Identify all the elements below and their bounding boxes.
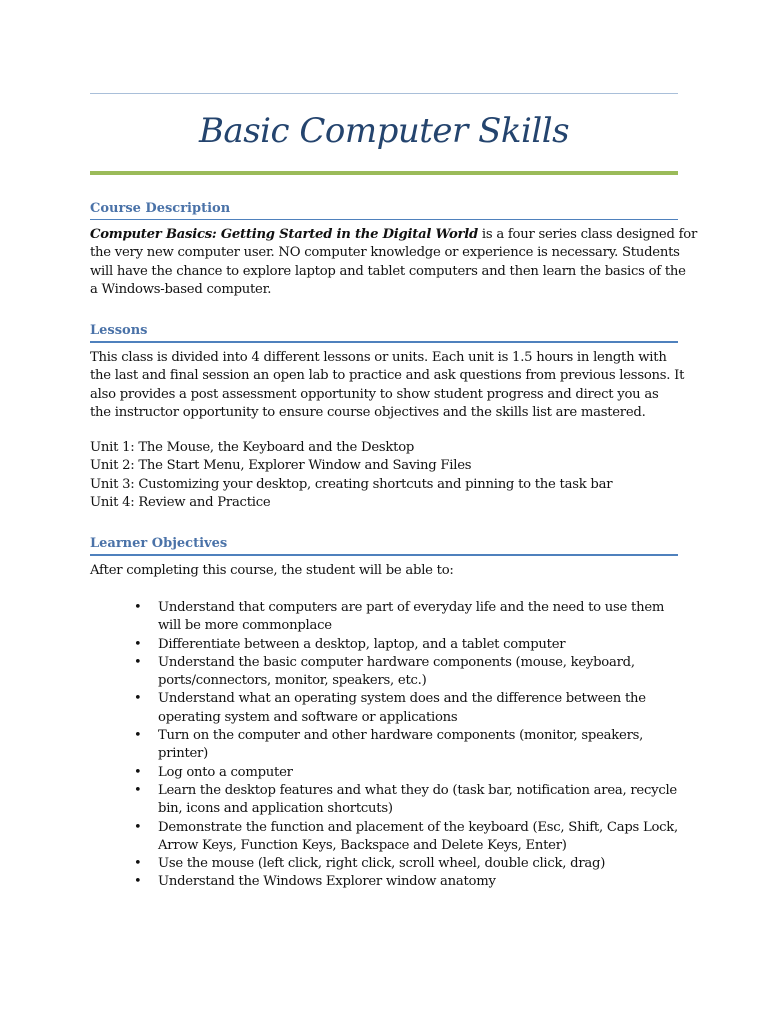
objective-text: operating system and software or applications xyxy=(158,709,458,725)
course-description-line xyxy=(90,226,697,244)
bullet-icon: • xyxy=(134,691,142,707)
bullet-icon: • xyxy=(134,636,142,652)
objective-item xyxy=(90,654,678,691)
course-description-paragraph xyxy=(90,226,697,299)
objective-text: Demonstrate the function and placement of the keyboard (Esc, Shift, Caps Lock, xyxy=(158,819,678,835)
objective-text: ports/connectors, monitor, speakers, etc.) xyxy=(158,673,427,689)
lessons-heading: Lessons xyxy=(90,322,678,343)
bullet-icon: • xyxy=(134,782,142,798)
objective-text: Use the mouse (left click, right click, scroll wheel, double click, drag) xyxy=(158,856,606,872)
objective-item xyxy=(90,855,678,873)
lessons-line: the last and final session an open lab to practice and ask questions from previous lessons. It xyxy=(90,368,685,384)
lessons-line: This class is divided into 4 different lessons or units. Each unit is 1.5 hours in length with xyxy=(90,350,667,365)
objective-text: Understand the Windows Explorer window anatomy xyxy=(158,874,496,890)
header-rule xyxy=(90,93,678,94)
objective-text: Arrow Keys, Function Keys, Backspace and Delete Keys, Enter) xyxy=(158,837,567,853)
document-title: Basic Computer Skills xyxy=(198,111,570,151)
objective-text: will be more commonplace xyxy=(158,618,332,634)
bullet-icon: • xyxy=(134,856,142,872)
objective-item xyxy=(90,873,678,891)
objective-text: Differentiate between a desktop, laptop, and a tablet computer xyxy=(158,636,566,652)
objective-item xyxy=(90,819,678,856)
lessons-line: also provides a post assessment opportunity to show student progress and direct you as xyxy=(90,386,659,402)
unit-item: Unit 3: Customizing your desktop, creating shortcuts and pinning to the task bar xyxy=(90,476,613,492)
course-title-emphasis: Computer Basics: Getting Started in the Digital World xyxy=(90,227,478,242)
course-description-line: the very new computer user. NO computer knowledge or experience is necessary. Students xyxy=(90,245,680,261)
unit-item: Unit 2: The Start Menu, Explorer Window and Saving Files xyxy=(90,458,472,474)
lessons-paragraph xyxy=(90,349,685,422)
objective-text: Understand that computers are part of everyday life and the need to use them xyxy=(158,600,665,615)
objective-item xyxy=(90,599,678,636)
objectives-list xyxy=(90,599,678,892)
objective-item xyxy=(90,636,678,654)
objective-text: Understand what an operating system does and the difference between the xyxy=(158,691,646,707)
bullet-icon: • xyxy=(134,874,142,890)
title-underline xyxy=(90,171,678,175)
course-description-heading: Course Description xyxy=(90,200,678,220)
objective-text: Learn the desktop features and what they do (task bar, notification area, recycle xyxy=(158,782,677,798)
lessons-line: the instructor opportunity to ensure course objectives and the skills list are mastered. xyxy=(90,404,646,420)
unit-item: Unit 4: Review and Practice xyxy=(90,494,271,510)
bullet-icon: • xyxy=(134,728,142,744)
objective-item xyxy=(90,764,678,782)
objective-text: Understand the basic computer hardware components (mouse, keyboard, xyxy=(158,654,635,670)
unit-item: Unit 1: The Mouse, the Keyboard and the Desktop xyxy=(90,440,415,455)
bullet-icon: • xyxy=(134,600,142,615)
bullet-icon: • xyxy=(134,819,142,835)
objective-text: Log onto a computer xyxy=(158,764,293,780)
course-description-text: is a four series class designed for xyxy=(477,227,697,242)
objective-item xyxy=(90,727,678,764)
learner-objectives-heading: Learner Objectives xyxy=(90,535,678,556)
bullet-icon: • xyxy=(134,654,142,670)
course-description-line: a Windows-based computer. xyxy=(90,281,272,297)
course-description-line: will have the chance to explore laptop and tablet computers and then learn the basics of the xyxy=(90,263,686,279)
bullet-icon: • xyxy=(134,764,142,780)
objective-item xyxy=(90,690,678,727)
objective-text: printer) xyxy=(158,746,209,762)
objective-text: bin, icons and application shortcuts) xyxy=(158,801,393,817)
objectives-intro: After completing this course, the student will be able to: xyxy=(90,563,454,578)
unit-list xyxy=(90,439,678,512)
objective-item xyxy=(90,782,678,819)
objective-text: Turn on the computer and other hardware components (monitor, speakers, xyxy=(158,728,644,744)
